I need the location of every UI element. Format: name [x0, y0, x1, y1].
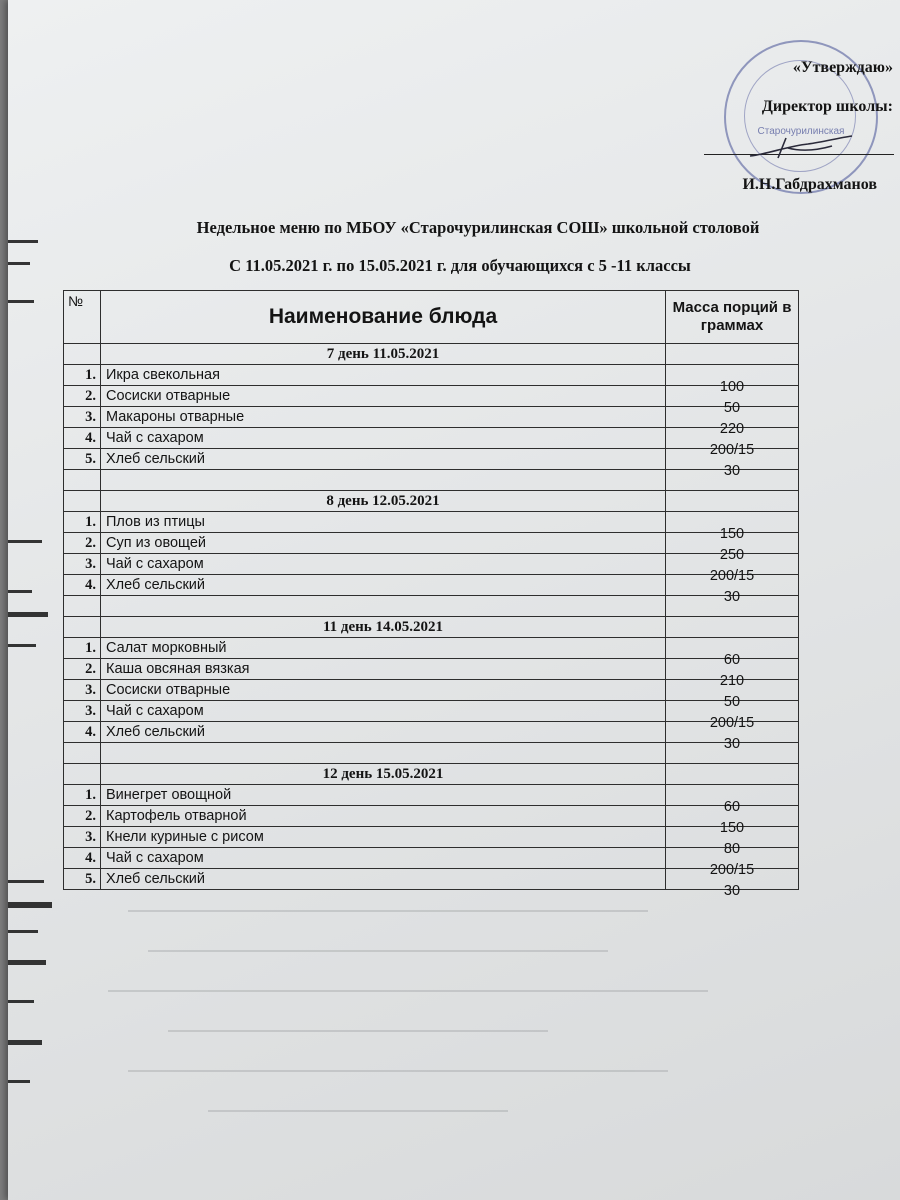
dish-name: Салат морковный — [101, 638, 666, 659]
header-dish-name: Наименование блюда — [101, 291, 666, 344]
portion-mass-cell — [666, 848, 799, 878]
dish-name: Сосиски отварные — [101, 386, 666, 407]
dish-name: Макароны отварные — [101, 407, 666, 428]
item-number: 2. — [64, 659, 101, 680]
table-row — [64, 848, 799, 869]
dish-name: Икра свекольная — [101, 365, 666, 386]
portion-mass-cell — [666, 407, 799, 437]
dish-name: Чай с сахаром — [101, 554, 666, 575]
day-title: 11 день 14.05.2021 — [101, 617, 666, 638]
day-title: 7 день 11.05.2021 — [101, 344, 666, 365]
dish-name: Хлеб сельский — [101, 575, 666, 596]
portion-mass: 150 — [719, 820, 745, 836]
approve-label: «Утверждаю» — [792, 59, 893, 76]
show-through-text — [8, 880, 900, 1180]
table-row — [64, 785, 799, 806]
header-portion-mass: Масса порций в граммах — [666, 291, 799, 344]
portion-mass: 30 — [723, 589, 741, 605]
document-sheet — [8, 0, 900, 1200]
spacer-cell — [64, 743, 101, 764]
signature — [748, 126, 858, 166]
portion-mass: 200/15 — [709, 442, 755, 458]
spacer-cell — [64, 596, 101, 617]
item-number: 3. — [64, 554, 101, 575]
day-header-number-cell — [64, 617, 101, 638]
table-header-row — [64, 291, 799, 344]
item-number: 5. — [64, 449, 101, 470]
spacer-cell — [101, 596, 666, 617]
table-row — [64, 512, 799, 533]
menu-table — [63, 290, 799, 899]
dish-name: Винегрет овощной — [101, 785, 666, 806]
item-number: 4. — [64, 722, 101, 743]
item-number: 3. — [64, 680, 101, 701]
dish-name: Картофель отварной — [101, 806, 666, 827]
header-number: № — [64, 291, 101, 344]
portion-mass-cell — [666, 827, 799, 857]
document-subtitle: С 11.05.2021 г. по 15.05.2021 г. для обучающихся с 5 -11 классы — [229, 256, 691, 275]
spacer-cell — [64, 470, 101, 491]
item-number: 1. — [64, 365, 101, 386]
item-number: 5. — [64, 869, 101, 890]
dish-name: Кнели куриные с рисом — [101, 827, 666, 848]
item-number: 1. — [64, 785, 101, 806]
dish-name: Плов из птицы — [101, 512, 666, 533]
table-row — [64, 806, 799, 827]
portion-mass-cell — [666, 575, 799, 605]
day-title: 12 день 15.05.2021 — [101, 764, 666, 785]
day-header-row — [64, 491, 799, 512]
dish-name: Хлеб сельский — [101, 449, 666, 470]
table-row — [64, 701, 799, 722]
day-header-mass-cell — [666, 491, 799, 512]
day-header-row — [64, 617, 799, 638]
spacer-cell — [101, 743, 666, 764]
spacer-row — [64, 470, 799, 491]
dish-name: Чай с сахаром — [101, 701, 666, 722]
table-row — [64, 428, 799, 449]
item-number: 4. — [64, 848, 101, 869]
table-row — [64, 449, 799, 470]
day-header-row — [64, 344, 799, 365]
day-header-mass-cell — [666, 764, 799, 785]
portion-mass: 220 — [719, 421, 745, 437]
document-title: Недельное меню по МБОУ «Старочурилинская СОШ» школьной столовой — [196, 218, 760, 237]
item-number: 2. — [64, 806, 101, 827]
table-row — [64, 722, 799, 743]
portion-mass: 250 — [719, 547, 745, 563]
spacer-row — [64, 596, 799, 617]
portion-mass: 30 — [723, 463, 741, 479]
menu-table-body — [64, 344, 799, 899]
portion-mass-cell — [666, 806, 799, 836]
director-position: Директор школы: — [761, 98, 893, 115]
portion-mass-cell — [666, 659, 799, 689]
portion-mass-cell — [666, 365, 799, 395]
portion-mass: 80 — [723, 841, 741, 857]
table-row — [64, 869, 799, 890]
portion-mass: 100 — [719, 379, 745, 395]
portion-mass-cell — [666, 386, 799, 416]
portion-mass: 60 — [723, 799, 741, 815]
day-header-mass-cell — [666, 344, 799, 365]
item-number: 4. — [64, 575, 101, 596]
portion-mass-cell — [666, 428, 799, 458]
dish-name: Суп из овощей — [101, 533, 666, 554]
dish-name: Хлеб сельский — [101, 869, 666, 890]
table-row — [64, 680, 799, 701]
item-number: 1. — [64, 638, 101, 659]
portion-mass-cell — [666, 701, 799, 731]
item-number: 2. — [64, 386, 101, 407]
stamp-text: Старочурилинская — [757, 126, 845, 137]
day-header-number-cell — [64, 344, 101, 365]
dish-name: Сосиски отварные — [101, 680, 666, 701]
portion-mass: 60 — [723, 652, 741, 668]
day-header-mass-cell — [666, 617, 799, 638]
table-row — [64, 827, 799, 848]
dish-name: Хлеб сельский — [101, 722, 666, 743]
portion-mass: 200/15 — [709, 715, 755, 731]
portion-mass-cell — [666, 512, 799, 542]
portion-mass-cell — [666, 554, 799, 584]
portion-mass: 50 — [723, 694, 741, 710]
day-header-row — [64, 764, 799, 785]
portion-mass-cell — [666, 533, 799, 563]
item-number: 3. — [64, 827, 101, 848]
table-row — [64, 386, 799, 407]
table-row — [64, 407, 799, 428]
portion-mass-cell — [666, 680, 799, 710]
spacer-cell — [101, 470, 666, 491]
table-row — [64, 638, 799, 659]
portion-mass-cell — [666, 638, 799, 668]
table-row — [64, 554, 799, 575]
item-number: 3. — [64, 701, 101, 722]
day-header-number-cell — [64, 491, 101, 512]
portion-mass-cell — [666, 722, 799, 752]
portion-mass-cell — [666, 449, 799, 479]
director-name: И.Н.Габдрахманов — [742, 176, 877, 193]
portion-mass: 210 — [719, 673, 745, 689]
dish-name: Чай с сахаром — [101, 848, 666, 869]
dish-name: Чай с сахаром — [101, 428, 666, 449]
table-row — [64, 365, 799, 386]
table-row — [64, 575, 799, 596]
table-row — [64, 533, 799, 554]
table-row — [64, 659, 799, 680]
day-header-number-cell — [64, 764, 101, 785]
item-number: 2. — [64, 533, 101, 554]
portion-mass: 30 — [723, 736, 741, 752]
dish-name: Каша овсяная вязкая — [101, 659, 666, 680]
portion-mass: 200/15 — [709, 862, 755, 878]
portion-mass-cell — [666, 785, 799, 815]
portion-mass: 30 — [723, 883, 741, 899]
portion-mass: 200/15 — [709, 568, 755, 584]
portion-mass: 50 — [723, 400, 741, 416]
item-number: 3. — [64, 407, 101, 428]
portion-mass: 150 — [719, 526, 745, 542]
spacer-row — [64, 743, 799, 764]
item-number: 4. — [64, 428, 101, 449]
item-number: 1. — [64, 512, 101, 533]
portion-mass-cell — [666, 869, 799, 899]
day-title: 8 день 12.05.2021 — [101, 491, 666, 512]
